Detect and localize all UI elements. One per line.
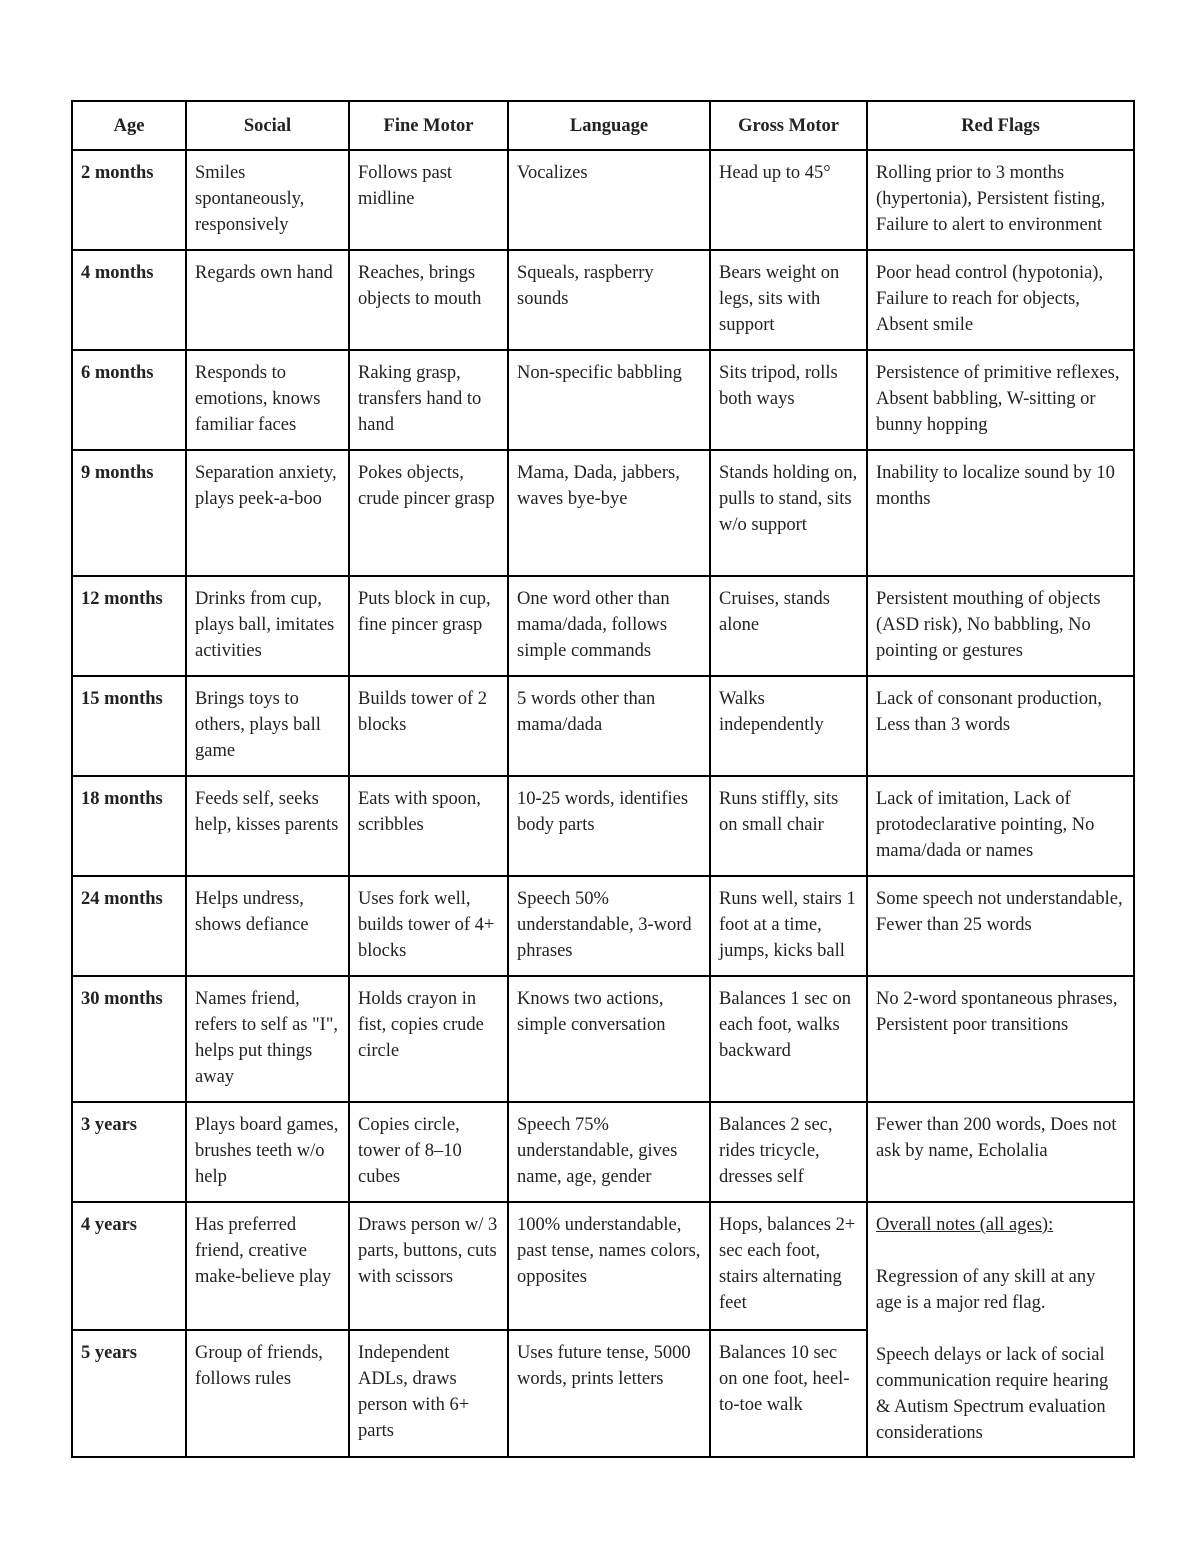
red-flags-cell: Some speech not understandable, Fewer than 25 words [867, 876, 1134, 976]
gross-motor-cell: Stands holding on, pulls to stand, sits w/o support [710, 450, 867, 576]
language-cell: Non-specific babbling [508, 350, 710, 450]
age-cell: 30 months [72, 976, 186, 1102]
age-cell: 15 months [72, 676, 186, 776]
fine-motor-cell: Puts block in cup, fine pincer grasp [349, 576, 508, 676]
gross-motor-cell: Hops, balances 2+ sec each foot, stairs alternating feet [710, 1202, 867, 1330]
age-cell: 2 months [72, 150, 186, 250]
header-red-flags: Red Flags [867, 101, 1134, 150]
language-cell: Uses future tense, 5000 words, prints letters [508, 1330, 710, 1458]
social-cell: Brings toys to others, plays ball game [186, 676, 349, 776]
age-cell: 4 years [72, 1202, 186, 1330]
header-fine-motor: Fine Motor [349, 101, 508, 150]
table-row [72, 1202, 1134, 1330]
language-cell: 10-25 words, identifies body parts [508, 776, 710, 876]
red-flags-cell: Rolling prior to 3 months (hypertonia), Persistent fisting, Failure to alert to environment [867, 150, 1134, 250]
red-flags-cell: Lack of imitation, Lack of protodeclarative pointing, No mama/dada or names [867, 776, 1134, 876]
fine-motor-cell: Reaches, brings objects to mouth [349, 250, 508, 350]
age-cell: 5 years [72, 1330, 186, 1458]
gross-motor-cell: Bears weight on legs, sits with support [710, 250, 867, 350]
table-row [72, 150, 1134, 250]
age-cell: 9 months [72, 450, 186, 576]
age-cell: 3 years [72, 1102, 186, 1202]
overall-notes-title-suffix: : [1048, 1215, 1054, 1235]
language-cell: Squeals, raspberry sounds [508, 250, 710, 350]
age-cell: 24 months [72, 876, 186, 976]
table-row [72, 1102, 1134, 1202]
age-cell: 12 months [72, 576, 186, 676]
fine-motor-cell: Holds crayon in fist, copies crude circle [349, 976, 508, 1102]
social-cell: Regards own hand [186, 250, 349, 350]
social-cell: Feeds self, seeks help, kisses parents [186, 776, 349, 876]
table-row [72, 350, 1134, 450]
overall-notes-title [876, 1212, 1125, 1238]
gross-motor-cell: Balances 1 sec on each foot, walks backward [710, 976, 867, 1102]
red-flags-cell: Poor head control (hypotonia), Failure to reach for objects, Absent smile [867, 250, 1134, 350]
gross-motor-cell: Sits tripod, rolls both ways [710, 350, 867, 450]
language-cell: Vocalizes [508, 150, 710, 250]
fine-motor-cell: Pokes objects, crude pincer grasp [349, 450, 508, 576]
social-cell: Separation anxiety, plays peek-a-boo [186, 450, 349, 576]
age-cell: 6 months [72, 350, 186, 450]
language-cell: One word other than mama/dada, follows simple commands [508, 576, 710, 676]
overall-notes-cell [867, 1202, 1134, 1457]
language-cell: Mama, Dada, jabbers, waves bye-bye [508, 450, 710, 576]
developmental-milestones-table [71, 100, 1135, 1458]
language-cell: Speech 75% understandable, gives name, age, gender [508, 1102, 710, 1202]
gross-motor-cell: Walks independently [710, 676, 867, 776]
fine-motor-cell: Copies circle, tower of 8–10 cubes [349, 1102, 508, 1202]
social-cell: Names friend, refers to self as "I", helps put things away [186, 976, 349, 1102]
language-cell: Knows two actions, simple conversation [508, 976, 710, 1102]
language-cell: Speech 50% understandable, 3-word phrases [508, 876, 710, 976]
fine-motor-cell: Independent ADLs, draws person with 6+ parts [349, 1330, 508, 1458]
red-flags-cell: No 2-word spontaneous phrases, Persistent poor transitions [867, 976, 1134, 1102]
age-cell: 18 months [72, 776, 186, 876]
gross-motor-cell: Runs well, stairs 1 foot at a time, jumps, kicks ball [710, 876, 867, 976]
red-flags-cell: Persistence of primitive reflexes, Absent babbling, W-sitting or bunny hopping [867, 350, 1134, 450]
overall-note-paragraph: Speech delays or lack of social communication require hearing & Autism Spectrum evaluation considerations [876, 1345, 1109, 1443]
gross-motor-cell: Runs stiffly, sits on small chair [710, 776, 867, 876]
gross-motor-cell: Balances 10 sec on one foot, heel-to-toe walk [710, 1330, 867, 1458]
social-cell: Plays board games, brushes teeth w/o help [186, 1102, 349, 1202]
social-cell: Group of friends, follows rules [186, 1330, 349, 1458]
header-language: Language [508, 101, 710, 150]
table-row [72, 576, 1134, 676]
social-cell: Has preferred friend, creative make-believe play [186, 1202, 349, 1330]
social-cell: Responds to emotions, knows familiar faces [186, 350, 349, 450]
red-flags-cell: Fewer than 200 words, Does not ask by name, Echolalia [867, 1102, 1134, 1202]
header-row [72, 101, 1134, 150]
overall-note-paragraph: Regression of any skill at any age is a major red flag. [876, 1267, 1096, 1313]
fine-motor-cell: Follows past midline [349, 150, 508, 250]
table-row [72, 776, 1134, 876]
table-row [72, 876, 1134, 976]
header-age: Age [72, 101, 186, 150]
social-cell: Helps undress, shows defiance [186, 876, 349, 976]
table-row [72, 250, 1134, 350]
table-row [72, 676, 1134, 776]
overall-notes-title-text: Overall notes (all ages) [876, 1215, 1049, 1235]
red-flags-cell: Persistent mouthing of objects (ASD risk), No babbling, No pointing or gestures [867, 576, 1134, 676]
age-cell: 4 months [72, 250, 186, 350]
fine-motor-cell: Uses fork well, builds tower of 4+ blocks [349, 876, 508, 976]
red-flags-cell: Lack of consonant production, Less than 3 words [867, 676, 1134, 776]
language-cell: 100% understandable, past tense, names colors, opposites [508, 1202, 710, 1330]
language-cell: 5 words other than mama/dada [508, 676, 710, 776]
red-flags-cell: Inability to localize sound by 10 months [867, 450, 1134, 576]
social-cell: Smiles spontaneously, responsively [186, 150, 349, 250]
social-cell: Drinks from cup, plays ball, imitates activities [186, 576, 349, 676]
fine-motor-cell: Builds tower of 2 blocks [349, 676, 508, 776]
fine-motor-cell: Raking grasp, transfers hand to hand [349, 350, 508, 450]
gross-motor-cell: Balances 2 sec, rides tricycle, dresses self [710, 1102, 867, 1202]
header-gross-motor: Gross Motor [710, 101, 867, 150]
header-social: Social [186, 101, 349, 150]
fine-motor-cell: Draws person w/ 3 parts, buttons, cuts with scissors [349, 1202, 508, 1330]
fine-motor-cell: Eats with spoon, scribbles [349, 776, 508, 876]
table-row [72, 450, 1134, 576]
gross-motor-cell: Head up to 45° [710, 150, 867, 250]
table-row [72, 976, 1134, 1102]
gross-motor-cell: Cruises, stands alone [710, 576, 867, 676]
